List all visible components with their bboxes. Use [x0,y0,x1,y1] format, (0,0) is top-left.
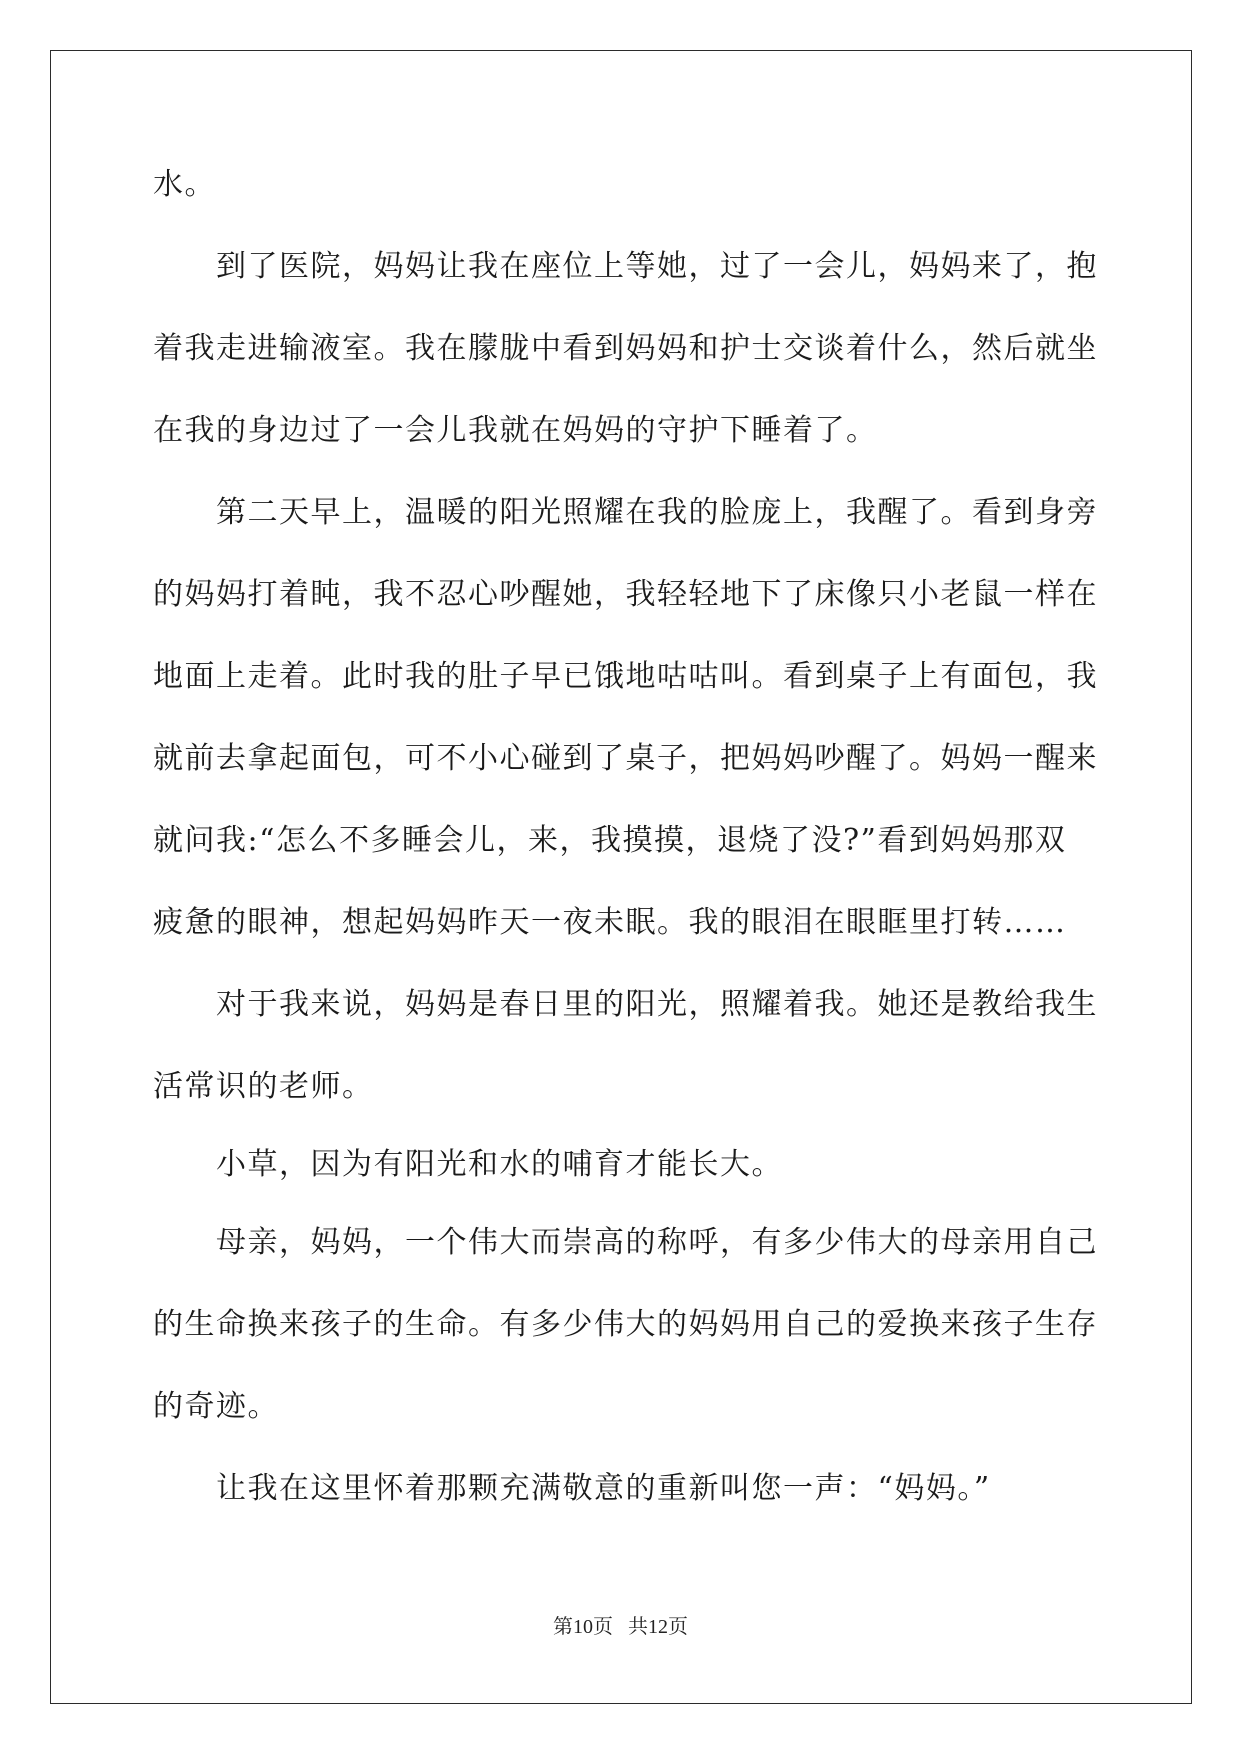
paragraph-start-line: 小草，因为有阳光和水的哺育才能长大。 [216,1147,783,1182]
text-line: 疲惫的眼神，想起妈妈昨天一夜未眠。我的眼泪在眼眶里打转…… [153,905,1067,940]
text-line: 水。 [153,167,216,202]
paragraph-start-line: 对于我来说，妈妈是春日里的阳光，照耀着我。她还是教给我生 [216,987,1098,1022]
paragraph-start-line: 到了医院，妈妈让我在座位上等她，过了一会儿，妈妈来了，抱 [216,249,1098,284]
text-line: 着我走进输液室。我在朦胧中看到妈妈和护士交谈着什么，然后就坐 [153,331,1098,366]
text-line: 活常识的老师。 [153,1069,374,1104]
text-line: 就前去拿起面包，可不小心碰到了桌子，把妈妈吵醒了。妈妈一醒来 [153,741,1098,776]
document-body [153,160,1097,1546]
page-footer [0,1610,1241,1639]
paragraph-start-line: 母亲，妈妈，一个伟大而崇高的称呼，有多少伟大的母亲用自己 [216,1225,1098,1260]
text-line: 地面上走着。此时我的肚子早已饿地咕咕叫。看到桌子上有面包，我 [153,659,1098,694]
page-total: 共12页 [628,1616,688,1638]
paragraph-start-line: 让我在这里怀着那颗充满敬意的重新叫您一声：“妈妈。” [216,1471,991,1506]
text-line: 的奇迹。 [153,1389,279,1424]
text-line: 在我的身边过了一会儿我就在妈妈的守护下睡着了。 [153,413,878,448]
text-line: 的妈妈打着盹，我不忍心吵醒她，我轻轻地下了床像只小老鼠一样在 [153,577,1098,612]
paragraph-start-line: 第二天早上，温暖的阳光照耀在我的脸庞上，我醒了。看到身旁 [216,495,1098,530]
text-line: 就问我:“怎么不多睡会儿，来，我摸摸，退烧了没?”看到妈妈那双 [153,823,1067,858]
text-line: 的生命换来孩子的生命。有多少伟大的妈妈用自己的爱换来孩子生存 [153,1307,1098,1342]
page-number: 第10页 [553,1616,613,1638]
